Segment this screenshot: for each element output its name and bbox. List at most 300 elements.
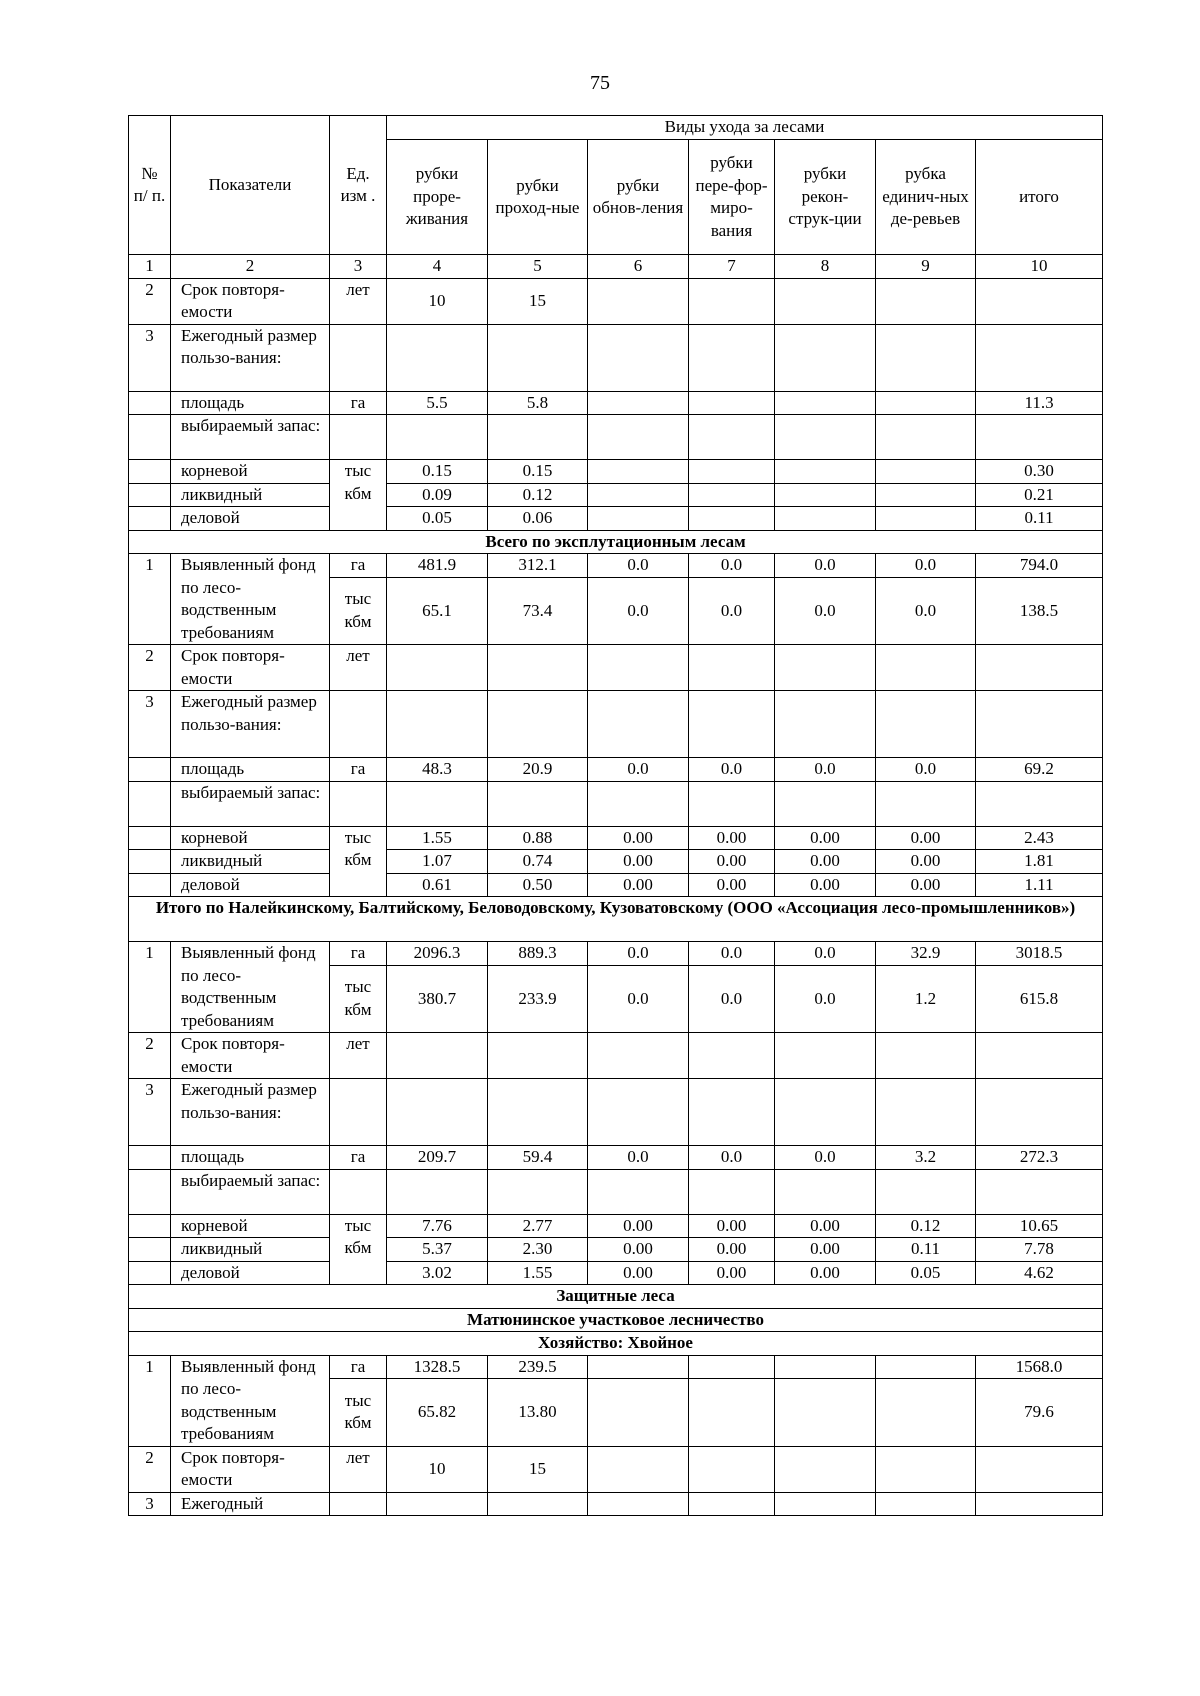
table-cell: 0.00	[689, 873, 775, 897]
table-cell: 2	[129, 1033, 171, 1079]
table-row	[129, 324, 1103, 391]
table-cell	[588, 460, 689, 484]
table-row	[129, 1169, 1103, 1214]
header-col: рубки проход-ные	[488, 140, 588, 255]
table-cell: Выявленный фонд по лесо-водственным требованиям	[171, 1355, 330, 1446]
table-cell	[689, 1446, 775, 1492]
table-cell	[689, 460, 775, 484]
index-cell: 4	[387, 255, 488, 279]
table-cell	[775, 1169, 876, 1214]
table-cell: 138.5	[976, 577, 1103, 644]
table-cell: 65.1	[387, 577, 488, 644]
table-cell: 0.0	[775, 1146, 876, 1170]
table-cell	[387, 415, 488, 460]
table-cell: 1.11	[976, 873, 1103, 897]
table-row	[129, 1355, 1103, 1379]
row-label: Ежегодный размер пользо-вания:	[171, 324, 330, 391]
table-row	[129, 391, 1103, 415]
table-cell: 10	[387, 1446, 488, 1492]
table-row	[129, 645, 1103, 691]
table-cell: корневой	[171, 1214, 330, 1238]
header-col: рубки пере-фор-миро-вания	[689, 140, 775, 255]
row-label: Срок повторя-емости	[171, 278, 330, 324]
table-cell: 0.12	[488, 483, 588, 507]
table-cell: 0.00	[689, 1214, 775, 1238]
table-cell: тыс кбм	[330, 826, 387, 897]
table-cell: лет	[330, 645, 387, 691]
table-cell	[488, 415, 588, 460]
index-cell: 7	[689, 255, 775, 279]
row-label: Выявленный фонд по лесо-водственным требованиям	[171, 554, 330, 645]
table-cell	[129, 1261, 171, 1285]
table-cell: 0.00	[775, 873, 876, 897]
table-cell: 0.12	[876, 1214, 976, 1238]
table-row	[129, 873, 1103, 897]
table-cell: 2.30	[488, 1238, 588, 1262]
table-cell: 3	[129, 324, 171, 391]
table-cell	[976, 1033, 1103, 1079]
table-cell	[129, 850, 171, 874]
table-cell: 0.21	[976, 483, 1103, 507]
table-cell	[775, 1446, 876, 1492]
table-cell: 0.0	[775, 554, 876, 578]
index-row	[129, 255, 1103, 279]
table-cell: 7.76	[387, 1214, 488, 1238]
index-cell: 9	[876, 255, 976, 279]
table-cell	[876, 415, 976, 460]
table-cell: тыс кбм	[330, 1214, 387, 1285]
table-cell: 0.88	[488, 826, 588, 850]
table-cell	[775, 1033, 876, 1079]
table-cell: 380.7	[387, 965, 488, 1032]
table-cell	[876, 781, 976, 826]
table-cell: 3.02	[387, 1261, 488, 1285]
table-cell: 1328.5	[387, 1355, 488, 1379]
index-cell: 2	[171, 255, 330, 279]
table-cell: 15	[488, 278, 588, 324]
table-cell	[775, 1379, 876, 1446]
table-cell: деловой	[171, 873, 330, 897]
table-cell: 0.0	[588, 758, 689, 782]
table-cell: 20.9	[488, 758, 588, 782]
table-cell	[588, 507, 689, 531]
table-row	[129, 1238, 1103, 1262]
header-group: Виды ухода за лесами	[387, 116, 1103, 140]
table-cell	[775, 507, 876, 531]
table-cell	[588, 1079, 689, 1146]
table-cell: 0.00	[588, 1214, 689, 1238]
table-cell	[976, 1079, 1103, 1146]
table-row	[129, 1261, 1103, 1285]
table-cell	[876, 391, 976, 415]
table-cell: 10	[387, 278, 488, 324]
table-cell: 5.8	[488, 391, 588, 415]
table-cell: 0.0	[588, 942, 689, 966]
table-cell	[876, 324, 976, 391]
table-cell	[876, 1169, 976, 1214]
forest-care-table	[128, 115, 1103, 1516]
table-cell	[876, 645, 976, 691]
table-cell: 0.50	[488, 873, 588, 897]
table-cell	[387, 1079, 488, 1146]
table-cell: 0.61	[387, 873, 488, 897]
table-cell	[330, 415, 387, 460]
table-cell	[689, 645, 775, 691]
table-cell: лет	[330, 278, 387, 324]
header-col: рубки проре-живания	[387, 140, 488, 255]
table-cell: 0.0	[689, 942, 775, 966]
table-cell: га	[330, 758, 387, 782]
table-cell: 0.00	[775, 850, 876, 874]
table-cell: 1.81	[976, 850, 1103, 874]
table-cell: 0.00	[775, 1214, 876, 1238]
table-cell: га	[330, 391, 387, 415]
table-cell: 69.2	[976, 758, 1103, 782]
table-cell	[588, 1446, 689, 1492]
table-row	[129, 415, 1103, 460]
table-row	[129, 826, 1103, 850]
table-cell: га	[330, 554, 387, 578]
table-cell: выбираемый запас:	[171, 781, 330, 826]
table-cell: га	[330, 942, 387, 966]
section-title: Защитные леса	[129, 1285, 1103, 1309]
table-row	[129, 850, 1103, 874]
table-row	[129, 1214, 1103, 1238]
table-cell: 0.00	[775, 826, 876, 850]
table-cell	[876, 691, 976, 758]
table-cell	[775, 460, 876, 484]
table-cell	[976, 1169, 1103, 1214]
table-cell: 5.5	[387, 391, 488, 415]
table-cell	[976, 1446, 1103, 1492]
table-cell: 889.3	[488, 942, 588, 966]
table-cell	[387, 691, 488, 758]
table-cell	[775, 278, 876, 324]
section-title: Итого по Налейкинскому, Балтийскому, Беловодовскому, Кузоватовскому (ООО «Ассоциация лесо-промышленников»)	[129, 897, 1103, 942]
table-cell: 2	[129, 1446, 171, 1492]
table-cell: 7.78	[976, 1238, 1103, 1262]
table-cell: ликвидный	[171, 850, 330, 874]
table-cell: 239.5	[488, 1355, 588, 1379]
table-cell: выбираемый запас:	[171, 1169, 330, 1214]
table-cell	[588, 391, 689, 415]
table-cell	[330, 324, 387, 391]
table-cell	[689, 691, 775, 758]
table-cell	[775, 391, 876, 415]
table-cell	[387, 1033, 488, 1079]
table-cell	[775, 415, 876, 460]
table-cell	[330, 691, 387, 758]
table-cell	[387, 1492, 488, 1516]
table-cell	[976, 781, 1103, 826]
table-cell	[976, 645, 1103, 691]
table-cell: 0.0	[775, 965, 876, 1032]
header-col: рубки рекон-струк-ции	[775, 140, 876, 255]
table-cell: 0.00	[588, 826, 689, 850]
table-cell	[488, 1079, 588, 1146]
table-row	[129, 691, 1103, 758]
table-cell: корневой	[171, 460, 330, 484]
table-cell: 32.9	[876, 942, 976, 966]
table-cell: 0.00	[588, 1238, 689, 1262]
table-cell: 59.4	[488, 1146, 588, 1170]
table-cell: 1568.0	[976, 1355, 1103, 1379]
table-cell: 312.1	[488, 554, 588, 578]
header-unit: Ед. изм .	[330, 116, 387, 255]
table-cell	[976, 278, 1103, 324]
table-cell	[689, 391, 775, 415]
table-cell: Ежегодный размер пользо-вания:	[171, 1079, 330, 1146]
table-cell	[129, 507, 171, 531]
section-row	[129, 1308, 1103, 1332]
table-cell: 0.0	[689, 758, 775, 782]
table-cell: 2.43	[976, 826, 1103, 850]
table-cell	[775, 691, 876, 758]
table-cell: тыс кбм	[330, 460, 387, 531]
section-row	[129, 897, 1103, 942]
table-cell: 1	[129, 942, 171, 1033]
table-cell	[689, 483, 775, 507]
table-cell	[775, 1492, 876, 1516]
table-cell: 0.0	[876, 758, 976, 782]
table-cell: 0.30	[976, 460, 1103, 484]
table-cell: 0.0	[689, 577, 775, 644]
table-cell: 0.0	[588, 577, 689, 644]
table-cell: 0.06	[488, 507, 588, 531]
table-cell: лет	[330, 1446, 387, 1492]
table-cell	[129, 1169, 171, 1214]
table-cell: 0.0	[689, 554, 775, 578]
table-cell	[588, 691, 689, 758]
table-cell: 73.4	[488, 577, 588, 644]
table-cell	[330, 1492, 387, 1516]
table-cell: 0.11	[976, 507, 1103, 531]
table-cell: 0.0	[588, 554, 689, 578]
table-cell	[588, 278, 689, 324]
table-cell: 3	[129, 691, 171, 758]
index-cell: 10	[976, 255, 1103, 279]
table-row	[129, 483, 1103, 507]
table-cell	[387, 324, 488, 391]
table-cell	[775, 1079, 876, 1146]
table-cell	[775, 781, 876, 826]
table-cell: 2.77	[488, 1214, 588, 1238]
table-cell: площадь	[171, 391, 330, 415]
header-col: рубка единич-ных де-ревьев	[876, 140, 976, 255]
table-row	[129, 507, 1103, 531]
table-cell	[775, 483, 876, 507]
table-cell	[689, 1033, 775, 1079]
table-cell: выбираемый запас:	[171, 415, 330, 460]
table-cell: 4.62	[976, 1261, 1103, 1285]
table-cell: корневой	[171, 826, 330, 850]
table-cell: 3018.5	[976, 942, 1103, 966]
table-cell: 0.0	[876, 554, 976, 578]
table-cell: Срок повторя-емости	[171, 1446, 330, 1492]
table-cell: деловой	[171, 507, 330, 531]
table-cell: 3.2	[876, 1146, 976, 1170]
table-cell: тыс кбм	[330, 577, 387, 644]
table-cell: 0.00	[689, 1261, 775, 1285]
section-row	[129, 1332, 1103, 1356]
index-cell: 3	[330, 255, 387, 279]
table-cell: 233.9	[488, 965, 588, 1032]
table-cell: 10.65	[976, 1214, 1103, 1238]
table-cell: Ежегодный	[171, 1492, 330, 1516]
table-cell	[689, 1355, 775, 1379]
table-row	[129, 1446, 1103, 1492]
table-row	[129, 278, 1103, 324]
table-cell: 1	[129, 554, 171, 645]
table-cell	[387, 781, 488, 826]
table-cell	[588, 781, 689, 826]
table-cell: 0.00	[689, 850, 775, 874]
table-cell: 2096.3	[387, 942, 488, 966]
table-cell	[129, 1146, 171, 1170]
section-title: Всего по эксплутационным лесам	[129, 530, 1103, 554]
table-cell	[876, 1379, 976, 1446]
table-cell: Срок повторя-емости	[171, 1033, 330, 1079]
table-cell: га	[330, 1146, 387, 1170]
header-col: итого	[976, 140, 1103, 255]
table-cell	[689, 507, 775, 531]
table-cell	[129, 781, 171, 826]
table-row	[129, 1033, 1103, 1079]
table-cell: 0.15	[387, 460, 488, 484]
table-cell	[588, 1492, 689, 1516]
table-cell: тыс кбм	[330, 1379, 387, 1446]
table-cell	[488, 1169, 588, 1214]
table-cell	[689, 1169, 775, 1214]
header-col: рубки обнов-ления	[588, 140, 689, 255]
table-cell: 0.00	[775, 1238, 876, 1262]
section-row	[129, 530, 1103, 554]
table-cell: 11.3	[976, 391, 1103, 415]
section-subtitle: Хозяйство: Хвойное	[129, 1332, 1103, 1356]
table-cell: 5.37	[387, 1238, 488, 1262]
table-cell	[588, 1355, 689, 1379]
table-cell	[488, 324, 588, 391]
table-cell: 0.0	[588, 965, 689, 1032]
table-cell	[876, 1492, 976, 1516]
table-cell: лет	[330, 1033, 387, 1079]
section-subtitle: Матюнинское участковое лесничество	[129, 1308, 1103, 1332]
table-cell	[387, 1169, 488, 1214]
table-cell	[689, 278, 775, 324]
table-cell: площадь	[171, 1146, 330, 1170]
table-cell: тыс кбм	[330, 965, 387, 1032]
table-cell	[129, 1214, 171, 1238]
table-cell	[876, 483, 976, 507]
table-cell	[876, 278, 976, 324]
table-cell	[129, 826, 171, 850]
table-cell: 0.0	[689, 965, 775, 1032]
table-cell	[876, 507, 976, 531]
table-cell: 0.00	[588, 850, 689, 874]
table-cell	[588, 1169, 689, 1214]
table-cell: Выявленный фонд по лесо-водственным требованиям	[171, 942, 330, 1033]
table-row	[129, 758, 1103, 782]
table-cell: ликвидный	[171, 483, 330, 507]
table-cell: 0.00	[689, 1238, 775, 1262]
table-cell	[488, 1033, 588, 1079]
table-cell	[876, 1446, 976, 1492]
table-cell	[689, 1379, 775, 1446]
table-cell	[976, 691, 1103, 758]
table-cell	[129, 758, 171, 782]
header-num: № п/ п.	[129, 116, 171, 255]
table-cell: 0.0	[588, 1146, 689, 1170]
table-cell: 2	[129, 645, 171, 691]
table-cell	[330, 1169, 387, 1214]
table-cell: 0.00	[588, 873, 689, 897]
table-cell	[129, 1238, 171, 1262]
table-cell: 79.6	[976, 1379, 1103, 1446]
table-cell: ликвидный	[171, 1238, 330, 1262]
table-cell	[876, 460, 976, 484]
index-cell: 6	[588, 255, 689, 279]
table-cell: 48.3	[387, 758, 488, 782]
table-cell	[129, 415, 171, 460]
table-cell: деловой	[171, 1261, 330, 1285]
table-cell	[876, 1033, 976, 1079]
table-cell	[775, 1355, 876, 1379]
table-cell	[488, 781, 588, 826]
table-cell	[588, 1033, 689, 1079]
table-cell: 1.55	[488, 1261, 588, 1285]
table-cell: 0.0	[876, 577, 976, 644]
table-cell: 0.00	[876, 873, 976, 897]
table-cell	[330, 1079, 387, 1146]
table-cell: 794.0	[976, 554, 1103, 578]
table-cell: 0.0	[775, 758, 876, 782]
table-cell: площадь	[171, 758, 330, 782]
table-cell: 1.2	[876, 965, 976, 1032]
index-cell: 1	[129, 255, 171, 279]
table-cell: 15	[488, 1446, 588, 1492]
table-cell	[588, 645, 689, 691]
table-cell: га	[330, 1355, 387, 1379]
table-cell: 0.00	[876, 826, 976, 850]
table-cell	[976, 1492, 1103, 1516]
table-cell: 615.8	[976, 965, 1103, 1032]
table-cell: 1.07	[387, 850, 488, 874]
table-row	[129, 460, 1103, 484]
table-cell	[689, 1492, 775, 1516]
table-cell	[976, 324, 1103, 391]
table-cell	[488, 691, 588, 758]
table-cell: 0.11	[876, 1238, 976, 1262]
table-cell	[689, 1079, 775, 1146]
table-row	[129, 1492, 1103, 1516]
table-cell	[876, 1355, 976, 1379]
table-cell: 0.0	[775, 577, 876, 644]
table-cell	[689, 781, 775, 826]
table-cell: 0.05	[387, 507, 488, 531]
table-cell: 209.7	[387, 1146, 488, 1170]
table-cell	[588, 415, 689, 460]
table-cell	[488, 1492, 588, 1516]
table-cell: 3	[129, 1079, 171, 1146]
index-cell: 8	[775, 255, 876, 279]
table-cell	[129, 460, 171, 484]
table-cell: 272.3	[976, 1146, 1103, 1170]
table-cell: 0.00	[689, 826, 775, 850]
table-cell: 65.82	[387, 1379, 488, 1446]
table-cell: Ежегодный размер пользо-вания:	[171, 691, 330, 758]
table-cell: 0.05	[876, 1261, 976, 1285]
table-cell	[588, 1379, 689, 1446]
